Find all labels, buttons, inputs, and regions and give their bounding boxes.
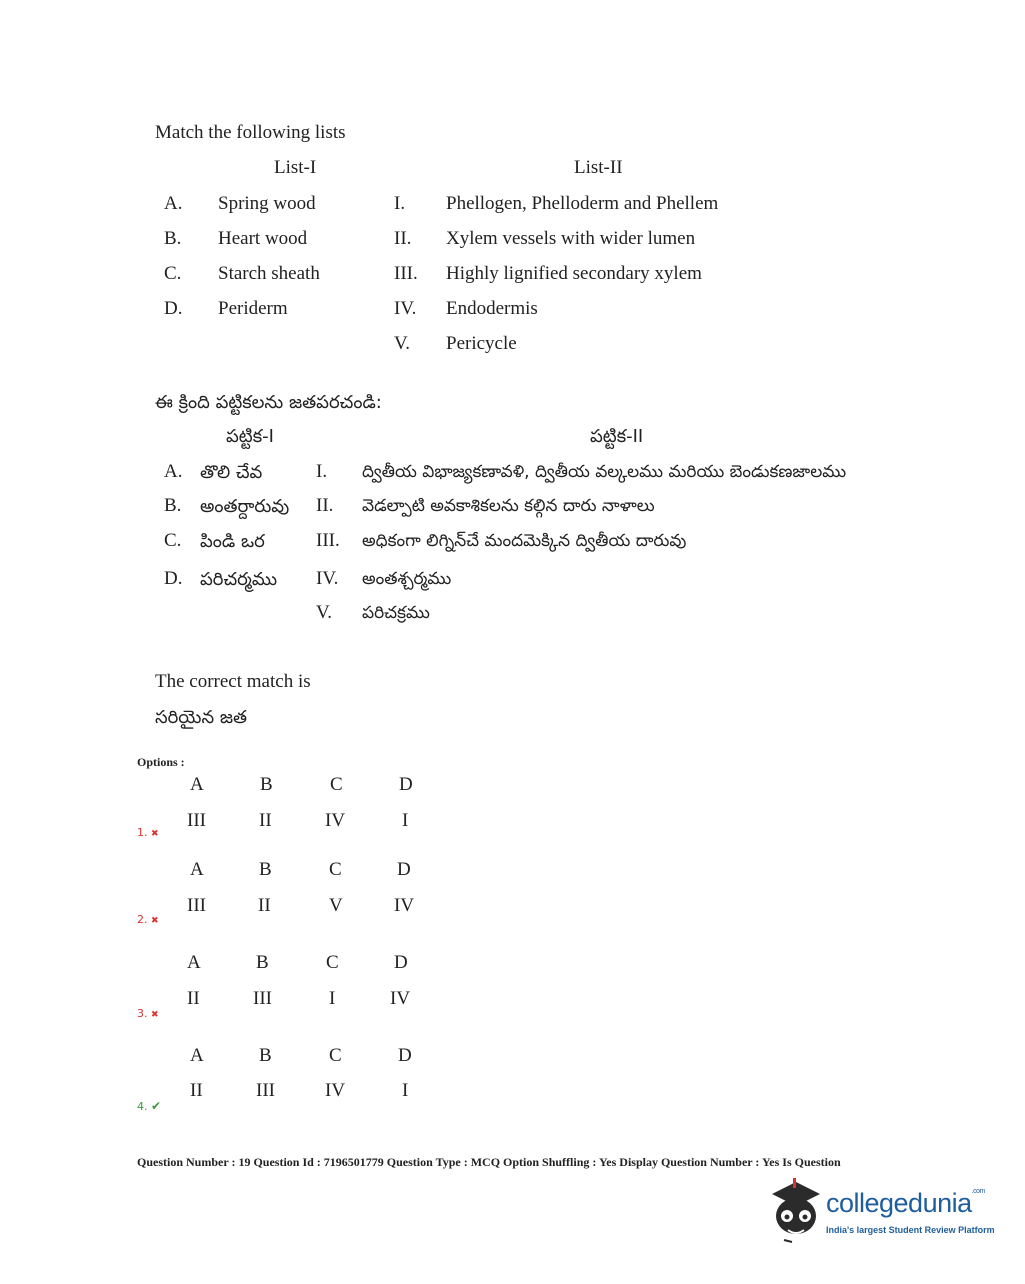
list1-item: Starch sheath bbox=[218, 263, 320, 284]
list2-item: Endodermis bbox=[446, 298, 538, 319]
collegedunia-logo bbox=[766, 1176, 996, 1248]
telugu-row-right: అంతశ్చర్మము bbox=[362, 569, 452, 589]
wrong-mark-icon: ✖ bbox=[151, 1010, 159, 1020]
option-value: III bbox=[253, 988, 272, 1009]
option-value: IV bbox=[390, 988, 411, 1009]
option-header: C bbox=[330, 774, 343, 795]
list1-letter: D. bbox=[164, 298, 183, 319]
telugu-row-roman: IV. bbox=[316, 568, 339, 589]
option-value: IV bbox=[325, 810, 346, 831]
logo-name: collegedunia bbox=[826, 1188, 972, 1218]
wrong-mark-icon: ✖ bbox=[151, 916, 159, 926]
list2-roman: III. bbox=[394, 263, 418, 284]
question-instruction: Match the following lists bbox=[155, 122, 346, 143]
option-header: C bbox=[326, 952, 339, 973]
option-header: B bbox=[256, 952, 269, 973]
option-header: A bbox=[187, 952, 201, 973]
correct-match-label: The correct match is bbox=[155, 671, 311, 692]
option-header: B bbox=[259, 1045, 272, 1066]
telugu-row-right: వెడల్పాటి అవకాశికలను కల్గిన దారు నాళాలు bbox=[362, 496, 655, 516]
option-value: II bbox=[259, 810, 272, 831]
option-header: D bbox=[398, 1045, 412, 1066]
telugu-row-right: పరిచక్రము bbox=[362, 603, 430, 623]
option-header: D bbox=[394, 952, 408, 973]
logo-suffix: .com bbox=[971, 1188, 985, 1195]
telugu-row-left: పిండి ఒర bbox=[200, 531, 265, 552]
option-value: II bbox=[187, 988, 200, 1009]
telugu-row-roman: II. bbox=[316, 495, 334, 516]
option-value: II bbox=[190, 1080, 203, 1101]
option-value: II bbox=[258, 895, 271, 916]
telugu-row-left: అంతర్దారువు bbox=[200, 496, 290, 517]
option-header: A bbox=[190, 774, 204, 795]
list2-item: Phellogen, Phelloderm and Phellem bbox=[446, 193, 719, 214]
option-header: B bbox=[259, 859, 272, 880]
option-value: I bbox=[402, 810, 409, 831]
list1-item: Periderm bbox=[218, 298, 288, 319]
option-value: IV bbox=[325, 1080, 346, 1101]
list1-header: List-I bbox=[274, 157, 317, 178]
option-number: 2. bbox=[137, 913, 148, 926]
list2-roman: IV. bbox=[394, 298, 417, 319]
telugu-row-roman: I. bbox=[316, 461, 328, 482]
option-value: III bbox=[256, 1080, 275, 1101]
telugu-row-left: పరిచర్మము bbox=[200, 569, 278, 590]
telugu-row-letter: D. bbox=[164, 568, 183, 589]
option-value: IV bbox=[394, 895, 415, 916]
telugu-row-letter: B. bbox=[164, 495, 182, 516]
list1-item: Heart wood bbox=[218, 228, 308, 249]
list1-item: Spring wood bbox=[218, 193, 316, 214]
option-header: A bbox=[190, 859, 204, 880]
option-number: 1. bbox=[137, 826, 148, 839]
list2-item: Xylem vessels with wider lumen bbox=[446, 228, 696, 249]
option-value: I bbox=[402, 1080, 409, 1101]
option-number: 3. bbox=[137, 1007, 148, 1020]
correct-check-icon: ✔ bbox=[151, 1099, 162, 1113]
options-label: Options : bbox=[137, 755, 185, 769]
list2-roman: II. bbox=[394, 228, 412, 249]
mascot-icon bbox=[766, 1176, 824, 1246]
correct-match-label-telugu: సరియైన జత bbox=[155, 707, 247, 728]
telugu-row-roman: III. bbox=[316, 530, 340, 551]
telugu-row-left: తొలి చేవ bbox=[200, 462, 263, 483]
list2-header: List-II bbox=[574, 157, 623, 178]
telugu-row-right: అధికంగా లిగ్నిన్‌చే మందమెక్కిన ద్వితీయ దారువు bbox=[362, 531, 687, 551]
list1-header-telugu: పట్టిక-I bbox=[226, 426, 274, 447]
option-header: B bbox=[260, 774, 273, 795]
list2-roman: I. bbox=[394, 193, 406, 214]
wrong-mark-icon: ✖ bbox=[151, 829, 159, 839]
option-value: I bbox=[329, 988, 336, 1009]
question-metadata-footer: Question Number : 19 Question Id : 7196501779 Question Type : MCQ Option Shuffling : Yes Display Question Number : Yes Is Question bbox=[137, 1155, 841, 1169]
list2-item: Pericycle bbox=[446, 333, 517, 354]
list2-header-telugu: పట్టిక-II bbox=[590, 426, 644, 447]
list1-letter: A. bbox=[164, 193, 183, 214]
option-number: 4. bbox=[137, 1100, 148, 1113]
option-header: A bbox=[190, 1045, 204, 1066]
option-header: C bbox=[329, 859, 342, 880]
option-header: D bbox=[397, 859, 411, 880]
option-value: III bbox=[187, 810, 206, 831]
option-value: III bbox=[187, 895, 206, 916]
list2-roman: V. bbox=[394, 333, 411, 354]
option-header: C bbox=[329, 1045, 342, 1066]
question-instruction-telugu: ఈ క్రింది పట్టికలను జతపరచండి: bbox=[155, 392, 382, 413]
telugu-row-letter: C. bbox=[164, 530, 182, 551]
list1-letter: C. bbox=[164, 263, 182, 284]
list1-letter: B. bbox=[164, 228, 182, 249]
telugu-row-letter: A. bbox=[164, 461, 183, 482]
option-value: V bbox=[329, 895, 343, 916]
option-header: D bbox=[399, 774, 413, 795]
list2-item: Highly lignified secondary xylem bbox=[446, 263, 702, 284]
telugu-row-roman: V. bbox=[316, 602, 333, 623]
logo-tagline: India's largest Student Review Platform bbox=[826, 1225, 995, 1235]
telugu-row-right: ద్వితీయ విభాజ్యకణావళి, ద్వితీయ వల్కలము మరియు బెండుకణజాలము bbox=[362, 462, 847, 482]
